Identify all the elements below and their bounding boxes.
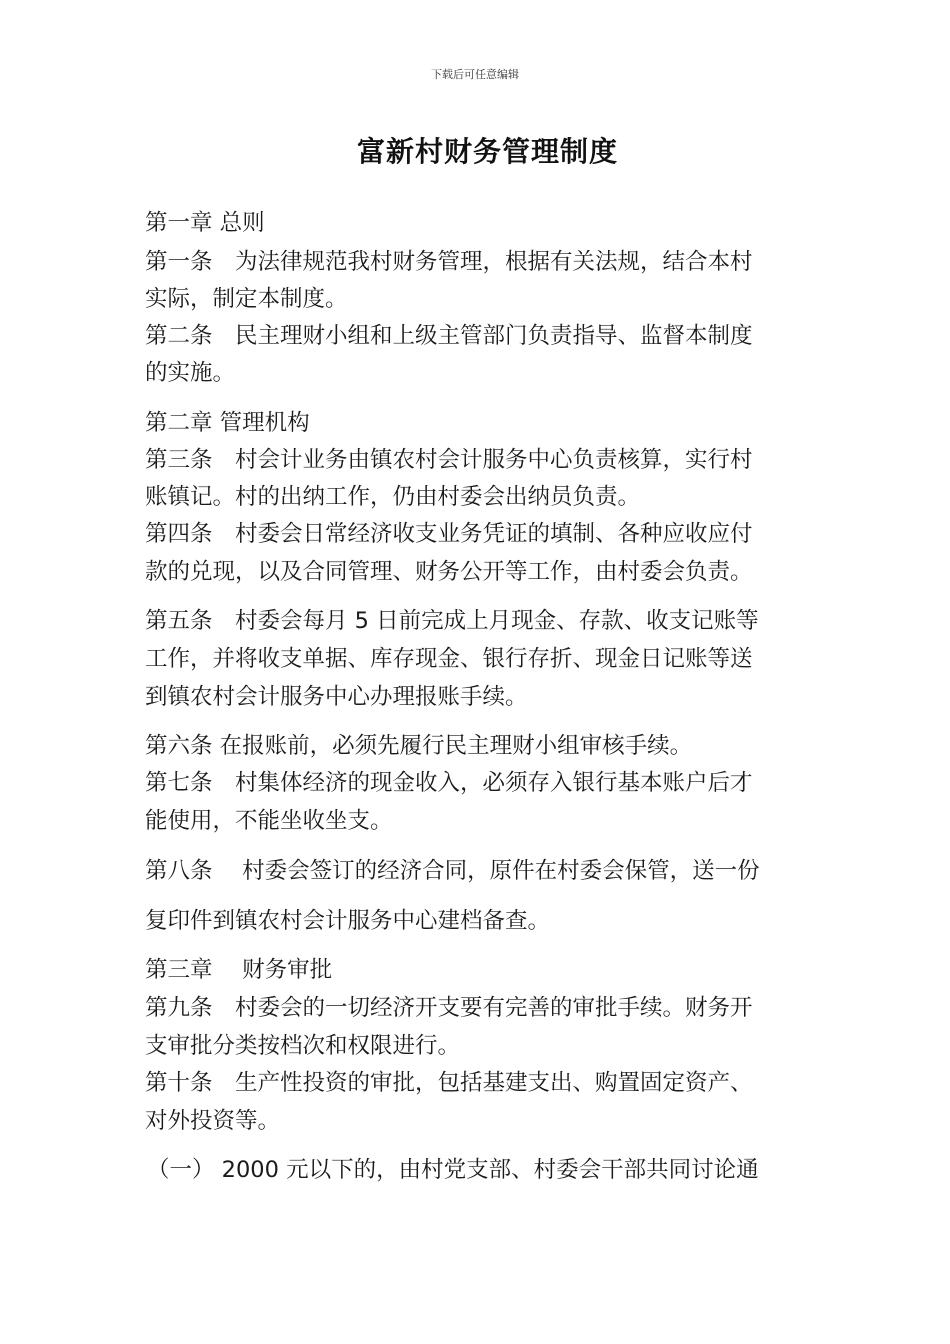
article-line: 工作，并将收支单据、库存现金、银行存折、现金日记账等送 (145, 646, 753, 672)
chapter-heading: 第一章 总则 (145, 210, 265, 236)
article-line: 第四条 村委会日常经济收支业务凭证的填制、各种应收应付 (145, 521, 753, 547)
header-note: 下载后可任意编辑 (431, 68, 519, 81)
article-line: 第五条 村委会每月 5 日前完成上月现金、存款、收支记账等 (145, 608, 759, 634)
article-line: 第二条 民主理财小组和上级主管部门负责指导、监督本制度 (145, 323, 753, 349)
article-line: 第十条 生产性投资的审批，包括基建支出、购置固定资产、 (145, 1070, 753, 1096)
article-line: 第七条 村集体经济的现金收入，必须存入银行基本账户后才 (145, 770, 753, 796)
document-title: 富新村财务管理制度 (356, 135, 618, 168)
article-line: 能使用，不能坐收坐支。 (145, 808, 393, 834)
article-line: 复印件到镇农村会计服务中心建档备查。 (145, 908, 551, 934)
article-line: 款的兑现，以及合同管理、财务公开等工作，由村委会负责。 (145, 559, 753, 585)
article-line: 到镇农村会计服务中心办理报账手续。 (145, 684, 528, 710)
article-line: 第八条 村委会签订的经济合同，原件在村委会保管，送一份 (145, 858, 760, 884)
article-line: 对外投资等。 (145, 1108, 281, 1134)
article-line: 实际，制定本制度。 (145, 286, 348, 312)
article-line: （一） 2000 元以下的，由村党支部、村委会干部共同讨论通 (147, 1157, 759, 1183)
article-line: 第九条 村委会的一切经济开支要有完善的审批手续。财务开 (145, 995, 753, 1021)
article-line: 第六条 在报账前，必须先履行民主理财小组审核手续。 (145, 733, 693, 759)
chapter-heading: 第三章 财务审批 (145, 957, 333, 983)
article-line: 的实施。 (145, 360, 236, 386)
chapter-heading: 第二章 管理机构 (145, 410, 310, 436)
article-line: 支审批分类按档次和权限进行。 (145, 1033, 461, 1059)
article-line: 第三条 村会计业务由镇农村会计服务中心负责核算，实行村 (145, 447, 753, 473)
article-line: 账镇记。村的出纳工作，仍由村委会出纳员负责。 (145, 484, 641, 510)
article-line: 第一条 为法律规范我村财务管理，根据有关法规，结合本村 (145, 249, 753, 275)
